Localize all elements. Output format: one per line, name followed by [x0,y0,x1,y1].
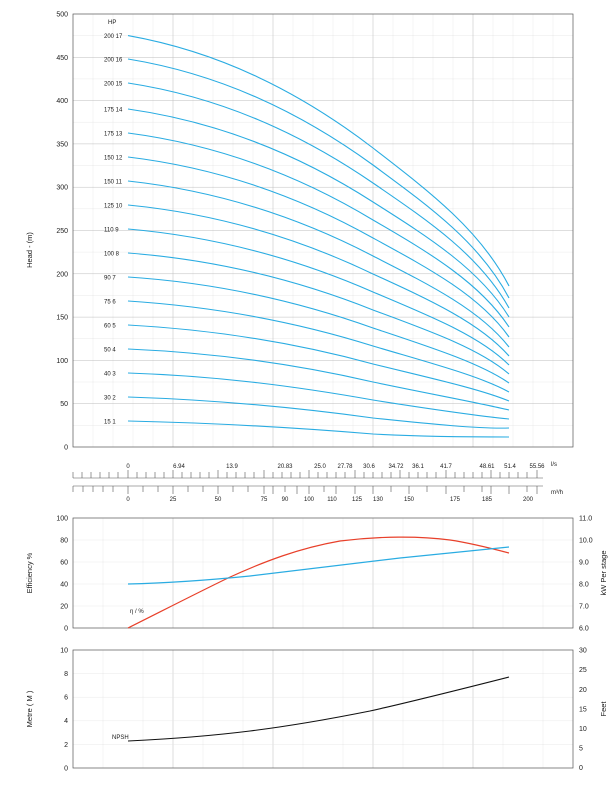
npsh-y-tick: 0 [64,765,68,773]
feet-y-tick: 25 [579,667,587,675]
ls-unit-label: l/s [551,462,557,468]
npsh-y-tick: 8 [64,671,68,678]
m3h-tick-label: 25 [169,497,177,503]
y-tick: 100 [56,357,68,365]
ls-ticks [73,470,537,478]
ls-tick-label: 34.72 [388,464,404,470]
m3h-tick-label: 175 [449,497,461,503]
ls-tick-label: 48.61 [479,464,495,470]
npsh-chart [25,648,608,773]
m3h-tick-label: 100 [303,497,315,503]
head-y-tick-labels [56,12,68,452]
npsh-grid [73,650,573,768]
ls-tick-label: 27.78 [337,464,353,470]
curve-label-16: 200 16 [104,57,123,64]
eff-y-tick: 40 [60,581,68,589]
eff-grid [73,518,573,628]
ls-tick-label: 55.56 [529,464,545,470]
curve-17 [128,36,509,286]
m3h-tick-label: 125 [351,497,363,503]
m3h-tick-label: 75 [260,497,268,503]
y-tick: 200 [56,271,68,279]
eff-y-tick: 20 [60,603,68,611]
npsh-y-left-labels [60,648,68,773]
kw-y-tick: 9.0 [579,559,589,567]
curve-label-5: 60 5 [104,323,116,330]
npsh-y-tick: 4 [64,718,68,726]
feet-y-tick: 5 [579,745,583,753]
kw-y-tick: 10.0 [579,537,593,545]
npsh-annotation: NPSH [112,735,129,741]
head-y-axis-title: Head - (m) [25,232,34,268]
m3h-tick-label: 50 [214,497,222,503]
curve-2 [128,397,509,428]
y-tick: 150 [56,314,68,322]
eff-y-tick: 0 [64,625,68,633]
head-chart [25,12,573,452]
ls-tick-label: 51.4 [504,464,516,470]
curve-label-9: 110 9 [104,227,119,234]
kw-y-tick: 7.0 [579,603,589,611]
y-tick: 50 [60,401,68,409]
npsh-y-tick: 10 [60,647,68,655]
flow-axis-block [73,462,563,503]
eff-y-left-labels [56,516,68,633]
curve-label-3: 40 3 [104,371,116,378]
eff-y-tick: 100 [56,515,68,523]
curve-label-6: 75 6 [104,299,116,306]
curve-label-8: 100 8 [104,251,120,258]
m3h-tick-label: 110 [327,497,337,503]
curve-4 [128,349,509,410]
kw-y-axis-title: kW Per stage [599,550,608,596]
ls-tick-label: 6.94 [173,464,185,470]
curve-9 [128,229,509,365]
eff-y-axis-title: Efficiency % [25,552,34,594]
y-tick: 500 [56,11,68,19]
kw-y-tick: 11.0 [579,515,593,523]
curve-label-2: 30 2 [104,395,116,402]
feet-y-axis-title: Feet [599,701,608,717]
curve-label-15: 200 15 [104,81,123,88]
feet-y-tick: 20 [579,686,587,694]
eff-y-tick: 60 [60,559,68,567]
y-tick: 400 [56,98,68,106]
efficiency-annotation: η / % [130,609,144,615]
m3h-tick-labels [126,497,533,503]
curve-label-17: 200 17 [104,34,123,40]
curve-label-10: 125 10 [104,203,123,210]
curve-1 [128,421,509,437]
kw-y-tick: 8.0 [579,581,589,589]
curve-label-13: 175 13 [104,131,123,138]
y-tick: 250 [56,228,68,235]
m3h-tick-label: 130 [372,497,384,503]
m3h-tick-label: 90 [281,497,289,503]
feet-y-tick: 15 [579,706,587,714]
m3h-tick-label: 150 [403,497,415,503]
y-tick: 0 [64,444,68,452]
curve-15 [128,83,509,308]
ls-tick-label: 41.7 [440,464,452,470]
npsh-y-right-labels [579,648,587,773]
head-curve-set [128,36,509,437]
m3h-ticks [73,486,537,494]
eff-plot-frame [73,518,573,628]
curve-label-14: 175 14 [104,107,123,114]
feet-y-tick: 10 [579,726,587,733]
efficiency-curve [128,537,509,628]
efficiency-chart [25,516,608,633]
ls-tick-label: 25.0 [314,464,326,470]
npsh-y-tick: 2 [64,741,68,749]
curve-11 [128,181,509,347]
head-curve-labels [104,34,123,426]
ls-tick-label: 20.83 [277,464,293,470]
m3h-tick-label: 0 [126,497,130,503]
ls-tick-label: 30.6 [363,464,375,470]
eff-y-right-labels [579,516,593,633]
curve-label-12: 150 12 [104,155,123,162]
npsh-plot-frame [73,650,573,768]
curve-label-1: 15 1 [104,419,116,426]
ls-tick-label: 13.9 [226,464,238,470]
npsh-y-tick: 6 [64,694,68,702]
y-tick: 350 [56,141,68,149]
curve-label-7: 90 7 [104,275,116,282]
y-tick: 450 [56,54,68,62]
kw-curve [128,547,509,584]
m3h-tick-label: 185 [481,497,493,503]
y-tick: 300 [56,184,68,192]
curve-label-4: 50 4 [104,347,116,354]
npsh-y-axis-title: Metre ( M ) [25,690,34,728]
ls-tick-label: 0 [126,464,130,470]
curve-6 [128,301,509,392]
hp-header-label: HP [108,20,117,26]
feet-y-tick: 30 [579,647,587,655]
curve-label-11: 150 11 [104,179,122,186]
ls-tick-label: 36.1 [412,464,424,470]
curve-5 [128,325,509,401]
ls-tick-labels [126,464,545,470]
feet-y-tick: 0 [579,765,583,773]
kw-y-tick: 6.0 [579,625,589,633]
npsh-curve [128,677,509,741]
m3h-tick-label: 200 [522,497,534,503]
eff-y-tick: 80 [60,537,68,545]
curve-3 [128,373,509,419]
m3h-unit-label: m³/h [551,490,563,496]
